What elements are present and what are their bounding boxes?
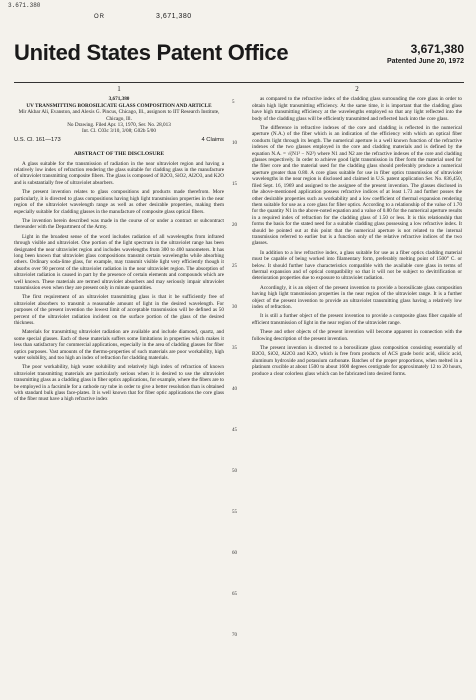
line-number-gutter [228,86,248,686]
paragraph: The present invention relates to glass compositions and products made therefrom. More particularly, it is directed to glass compositions having high light transmission properties in the near region of the ultraviolet wavelength range as well as other desirable properties, making them especially suitable for cladding glasses in the manufacture of composite glass optical fibers. [14,189,224,215]
header-rule [14,82,464,83]
paragraph: In addition to a low refractive index, a glass suitable for use as a fiber optics cladding material must be capable of being worked into filamentary form, preferably melting point of 1500° C. or below. It should further have characteristics compatible with the available core glass in terms of thermal expansion and of optical compatibility so that it will not be subject to devitrification or deterioration properties due to exposure to ultraviolet radiation. [252,249,462,282]
document-stamp: 3.671.380 [8,2,41,9]
line-number: 10 [232,141,237,146]
line-number: 40 [232,387,237,392]
patent-meta [14,96,224,134]
line-number: 55 [232,510,237,515]
classification-row [14,137,224,143]
line-number: 50 [232,469,237,474]
paragraph: Accordingly, it is an object of the present invention to provide a borosilicate glass composition having high light transmission properties in the near region of the ultraviolet range. It is a further object of the present invention to provide an ultraviolet transmitting glass having a relatively low index of refraction. [252,284,462,310]
line-number: 60 [232,551,237,556]
patent-number: 3,671,380 [410,42,464,56]
column-1-body [14,189,224,403]
invention-title: UV TRANSMITTING BOROSILICATE GLASS COMPOSITION AND ARTICLE [26,102,212,109]
us-class: U.S. Cl. 161—173 [14,136,61,143]
paragraph: The present invention is directed to a borosilicate glass composition consisting essentially of B2O3, SiO2, Al2O3 and K2O, which is free from products of ACS grade boric acid, silicic acid, aluminum hydroxide and potassium carbonate. Batches of the proper proportions, when melted in a platinum crucible at about 1500 to about 1600 degrees centigrade for approximately 12 to 20 hours, produce a clear colorless glass which can be fabricated into desired forms. [252,345,462,377]
top-strip [0,0,476,26]
paragraph: These and other objects of the present invention will become apparent in connection with the following description of the present invention. [252,329,462,342]
column-2 [252,86,462,686]
line-number: 45 [232,428,237,433]
int-class: Int. Cl. C03c 3/10, 3/08; G02b 5/00 [82,128,156,135]
office-title: United States Patent Office [14,40,289,65]
class-code: OR [94,14,105,20]
paragraph: as compared to the refractive index of the cladding glass surrounding the core glass in order to obtain high light transmitting efficiency. At the same time, it is important that the cladding glass have high transmitting efficiency at the wavelengths employed so that any light reflected into the body of the cladding glass will be efficiently transmitted and reflected back into the core glass. [252,96,462,122]
meta-number: 3,671,380 [108,96,130,103]
line-number: 65 [232,592,237,597]
column-2-number: 2 [355,86,359,93]
column-1-number: 1 [117,86,121,93]
patented-date: Patented June 20, 1972 [386,58,464,65]
paragraph: The first requirement of an ultraviolet transmitting glass is that it be sufficiently free of ultraviolet absorbers to transmit a reasonable amount of light in the desired wavelength. For purposes of the present invention the lowest limit of acceptable transmission will be defined as 50 percent of the ultraviolet radiation incident on the surface portion of the glass of the desired thickness. [14,294,224,326]
abstract-text: A glass suitable for the transmission of radiation in the near ultraviolet region and having a relatively low index of refraction rendering the glass suitable for cladding glass in the manufacture of ultraviolet transmitting composite fibers. The glass is composed of B2O3, SiO2, Al2O3, and K2O and is substantially free of ultraviolet absorbers. [14,160,224,186]
filing-info: No Drawing. Filed Apr. 13, 1970, Ser. No. 28,013 [67,122,171,129]
patent-header [14,40,464,84]
paragraph: The poor workability, high water solubility and relatively high index of refraction of known ultraviolet transmitting materials are particularly serious when it is desired to use the ultraviolet transmitting glass as a cladding glass in fiber optics applications, for example, where the fibers are to be employed in a facsimile for a cathode ray tube in order to give a better resolution than is obtained with standard bulk glass face-plates. It is well known that for fiber optic applications the core glass of the fiber must have a high refractive index [14,364,224,403]
line-number: 35 [232,346,237,351]
paragraph: Light in the broadest sense of the word includes radiation of all wavelengths from infrared through visible and ultraviolet. One portion of the light spectrum in the ultraviolet range has been designated the near ultraviolet region and includes wavelengths from 300 to 400 nanometers. It has long been known that ultraviolet glass compositions transmit certain wavelengths while absorbing others. Ordinary soda-lime glass, for example, may transmit visible light very efficiently though it absorbs over 90 percent of the ultraviolet radiation in the near ultraviolet region. The absorption of ultraviolet radiation is caused in part by the presence of certain elements and compounds which are well known. These materials are termed ultraviolet absorbers and may seriously impair ultraviolet transmission even when they are present only in minute quantities. [14,233,224,291]
column-2-body [252,96,462,377]
line-number: 5 [232,100,235,105]
column-1 [14,86,224,686]
top-patent-number: 3,671,380 [156,13,192,20]
line-number: 20 [232,223,237,228]
paragraph: The invention herein described was made in the course of or under a contract or subcontract thereunder with the Department of the Army. [14,217,224,231]
paragraph: Materials for transmitting ultraviolet radiation are available and include diamond, quartz, and some special glasses. Each of these materials suffers some limitations in properties which makes it less than satisfactory for commercial applications, especially in the area of cladding glasses for fiber optics purposes. Vast amounts of the thermo-properties of such materials are poor workability, high water solubility, and too high an index of refraction for cladding materials. [14,329,224,362]
abstract-heading: ABSTRACT OF THE DISCLOSURE [73,151,165,158]
paragraph: It is still a further object of the present invention to provide a composite glass fiber capable of efficient transmission of light in the near region of the ultraviolet range. [252,313,462,326]
claims-count: 4 Claims [201,136,224,143]
line-number: 30 [232,305,237,310]
line-number: 25 [232,264,237,269]
paragraph: The difference in refractive indexes of the core and cladding is reflected in the numerical aperture (N.A.) of the fiber which is an indication of the efficiency with which an optical fiber conducts light through its length. The numerical aperture is a well known function of the refractive indexes of the two glasses employed in the core and cladding materials and is defined by the equation N.A. = √(N1² − N2²) where N1 and N2 are the refractive indexes of the core and cladding glasses respectively. In order to achieve good light transmission in fiber form the material used for the fiber core and the material used for the cladding glass should preferably produce a numerical aperture greater than 0.80. A core glass suitable for use in fiber optics transmission of ultraviolet wavelengths in the near region is disclosed and claimed in U.S. patent application Ser. No. 836,450, filed Sept. 16, 1969 and assigned to the assignee of the present invention. The glasses disclosed in the above-mentioned application possess refractive indices of at least 1.73 and further posses the other desirable properties such as workability and a low coefficient of thermal expansion rendering them suitable for use as a core glass for fiber optics. According to a relationship of the value of 1.70 for the quantity N1 in the above-noted equation and a value of 0.80 for the numerical aperture results in a required index of refraction for the cladding glass of 1.50 or less. It is this relationship that forms the basis for the stated need for a suitable cladding glass possessing a low refractive index. It should be pointed out at this point that the numerical aperture is not related to the internal transmission referred to earlier but is a function only of the relative refractive indices of the two glasses. [252,125,462,247]
inventors: Mir Akbar Ali, Evanston, and Alexis G. Pincus, Chicago, Ill., assignors to IIT Research Institute, Chicago, Ill. [18,109,220,122]
line-number: 15 [232,182,237,187]
line-number: 70 [232,633,237,638]
